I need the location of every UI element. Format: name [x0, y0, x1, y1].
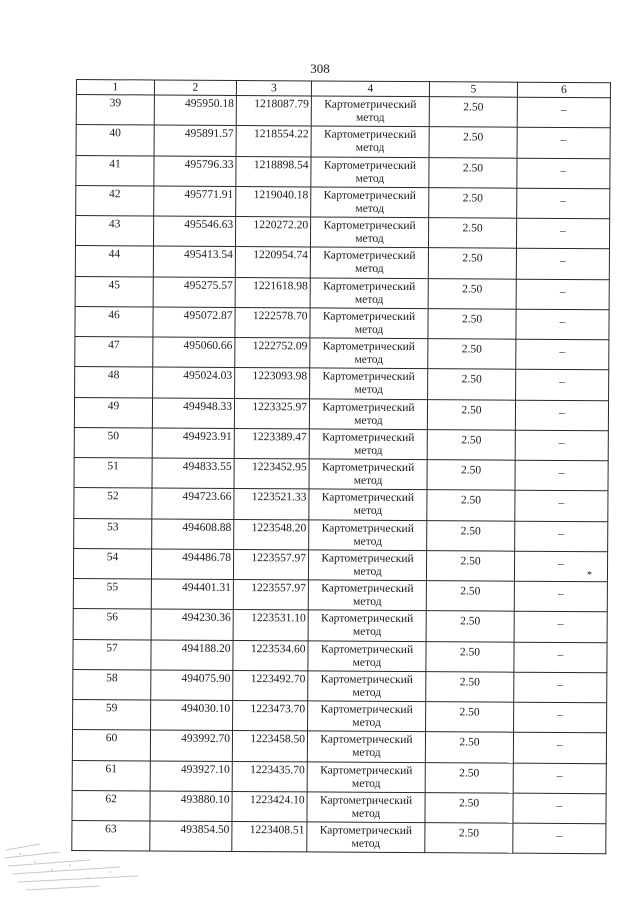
y-coordinate-cell: 1220954.74: [235, 247, 310, 278]
method-cell: [307, 731, 425, 762]
precision-cell: 2.50: [429, 127, 517, 158]
table-row: [73, 548, 607, 582]
column-header-1: 1: [76, 80, 154, 95]
description-cell: –: [516, 218, 609, 249]
table-row: [74, 397, 608, 431]
y-coordinate-cell: 1223521.33: [234, 489, 309, 520]
table-row: [75, 276, 609, 310]
method-name-line: Картометрический: [321, 552, 414, 565]
point-number-cell: 54: [73, 548, 151, 579]
method-word-line: метод: [353, 565, 382, 578]
method-name-line: Картометрический: [320, 733, 413, 747]
description-cell: –: [514, 702, 607, 733]
method-word-line: метод: [352, 716, 381, 729]
point-number-cell: 61: [72, 760, 150, 791]
table-row: [75, 336, 609, 370]
precision-cell: 2.50: [429, 157, 517, 188]
point-number-cell: 48: [75, 367, 153, 398]
method-word-line: метод: [354, 383, 383, 397]
y-coordinate-cell: 1219040.18: [236, 186, 311, 217]
precision-cell: 2.50: [427, 490, 515, 521]
x-coordinate-cell: 494923.91: [152, 428, 234, 459]
y-coordinate-cell: 1223534.60: [233, 640, 308, 671]
column-header-2: 2: [154, 80, 236, 96]
x-coordinate-cell: 494723.66: [152, 488, 234, 519]
point-number-cell: 56: [73, 609, 151, 640]
method-cell: [307, 792, 425, 823]
method-cell: [309, 519, 427, 550]
method-cell: [308, 671, 426, 702]
precision-cell: 2.50: [429, 187, 517, 218]
precision-cell: 2.50: [425, 732, 513, 763]
method-name-line: Картометрический: [322, 401, 415, 414]
method-word-line: метод: [355, 111, 385, 124]
method-word-line: метод: [355, 262, 384, 276]
x-coordinate-cell: 495024.03: [153, 367, 235, 398]
table-row: [73, 699, 607, 733]
x-coordinate-cell: 495771.91: [154, 186, 236, 217]
method-word-line: метод: [352, 746, 381, 760]
y-coordinate-cell: 1221618.98: [235, 277, 310, 308]
table-row: [75, 216, 609, 250]
point-number-cell: 49: [74, 397, 152, 428]
method-word-line: метод: [352, 656, 382, 669]
description-cell: –: [514, 642, 607, 673]
description-cell: –: [513, 732, 606, 763]
table-row: [73, 578, 607, 612]
y-coordinate-cell: 1223452.95: [234, 458, 309, 489]
description-cell: –: [516, 248, 609, 279]
precision-cell: 2.50: [427, 429, 515, 460]
description-cell: –: [513, 793, 606, 824]
table-row: [76, 185, 610, 219]
point-number-cell: 40: [76, 125, 154, 156]
table-row: [74, 457, 608, 491]
method-cell: [309, 459, 427, 490]
table-row: [74, 518, 608, 552]
x-coordinate-cell: 495950.18: [154, 95, 236, 126]
x-coordinate-cell: 494075.90: [151, 670, 233, 701]
y-coordinate-cell: 1218898.54: [236, 156, 311, 187]
method-name-line: Картометрический: [320, 643, 414, 656]
method-cell: [309, 398, 427, 429]
point-number-cell: 43: [75, 216, 153, 247]
precision-cell: 2.50: [428, 218, 516, 249]
method-word-line: метод: [351, 807, 381, 820]
precision-cell: 2.50: [426, 702, 514, 733]
description-cell: –: [514, 551, 607, 582]
x-coordinate-cell: 495060.66: [153, 337, 235, 368]
method-cell: [311, 187, 429, 218]
method-word-line: метод: [351, 777, 381, 790]
table-row: [76, 95, 610, 129]
x-coordinate-cell: 493854.50: [150, 821, 232, 852]
method-word-line: метод: [352, 625, 382, 639]
x-coordinate-cell: 494188.20: [151, 639, 233, 670]
x-coordinate-cell: 493880.10: [150, 791, 232, 822]
method-cell: [311, 126, 429, 157]
table-row: [72, 730, 606, 764]
table-row: [75, 246, 609, 280]
method-cell: [308, 610, 426, 641]
table-row: [73, 639, 607, 673]
point-number-cell: 57: [73, 639, 151, 670]
x-coordinate-cell: 494608.88: [152, 518, 234, 549]
x-coordinate-cell: 495546.63: [153, 216, 235, 247]
y-coordinate-cell: 1222578.70: [235, 307, 310, 338]
column-header-6: 6: [517, 82, 610, 98]
table-row: [72, 790, 606, 824]
method-cell: [310, 308, 428, 339]
y-coordinate-cell: 1223492.70: [233, 670, 308, 701]
method-word-line: метод: [353, 444, 383, 457]
column-header-4: 4: [311, 81, 429, 97]
method-cell: [308, 640, 426, 671]
point-number-cell: 60: [72, 730, 150, 761]
description-cell: –: [516, 279, 609, 310]
y-coordinate-cell: 1223531.10: [233, 610, 308, 641]
description-cell: –: [516, 309, 609, 340]
page-number: 308: [310, 61, 330, 76]
y-coordinate-cell: 1223389.47: [234, 428, 309, 459]
table-row: [73, 669, 607, 703]
x-coordinate-cell: 494401.31: [151, 579, 233, 610]
precision-cell: 2.50: [426, 641, 514, 672]
method-word-line: метод: [354, 353, 384, 366]
y-coordinate-cell: 1223325.97: [234, 398, 309, 429]
point-number-cell: 53: [74, 518, 152, 549]
method-word-line: метод: [352, 686, 382, 699]
y-coordinate-cell: 1223473.70: [233, 700, 308, 731]
point-number-cell: 63: [72, 820, 150, 851]
y-coordinate-cell: 1220272.20: [235, 216, 310, 247]
y-coordinate-cell: 1223548.20: [234, 519, 309, 550]
point-number-cell: 50: [74, 427, 152, 458]
method-name-line: Картометрический: [323, 189, 416, 202]
description-cell: –: [515, 430, 608, 461]
method-cell: [310, 368, 428, 399]
x-coordinate-cell: 494833.55: [152, 458, 234, 489]
description-cell: –: [515, 400, 608, 431]
table-row: [73, 609, 607, 643]
table-row: [72, 820, 606, 854]
method-name-line: Картометрический: [323, 219, 416, 233]
precision-cell: 2.50: [425, 823, 513, 854]
point-number-cell: 59: [73, 699, 151, 730]
margin-asterisk: *: [587, 570, 592, 581]
table-row: [76, 155, 610, 189]
description-cell: –: [515, 521, 608, 552]
method-word-line: метод: [353, 504, 383, 518]
description-cell: –: [517, 127, 610, 158]
y-coordinate-cell: 1223093.98: [235, 368, 310, 399]
point-number-cell: 47: [75, 336, 153, 367]
method-cell: [308, 550, 426, 581]
precision-cell: 2.50: [428, 278, 516, 309]
method-name-line: Картометрический: [321, 612, 414, 626]
precision-cell: 2.50: [428, 369, 516, 400]
method-name-line: Картометрический: [323, 249, 416, 263]
method-cell: [307, 761, 425, 792]
method-name-line: Картометрический: [323, 159, 417, 172]
method-cell: [311, 156, 429, 187]
y-coordinate-cell: 1218087.79: [236, 95, 311, 126]
method-cell: [309, 429, 427, 460]
precision-cell: 2.50: [427, 520, 515, 551]
precision-cell: 2.50: [425, 762, 513, 793]
table-row: [75, 367, 609, 401]
y-coordinate-cell: 1223458.50: [232, 731, 307, 762]
y-coordinate-cell: 1223424.10: [232, 791, 307, 822]
x-coordinate-cell: 494230.36: [151, 609, 233, 640]
description-cell: –: [517, 97, 610, 128]
method-name-line: Картометрический: [321, 461, 415, 475]
y-coordinate-cell: 1223435.70: [232, 761, 307, 792]
precision-cell: 2.50: [426, 611, 514, 642]
description-cell: –: [514, 581, 607, 612]
table-body: [72, 95, 611, 854]
method-name-line: Картометрический: [322, 310, 416, 323]
method-cell: [310, 217, 428, 248]
table-row: [72, 760, 606, 794]
precision-cell: 2.50: [425, 792, 513, 823]
method-name-line: Картометрический: [322, 431, 415, 444]
x-coordinate-cell: 495072.87: [153, 307, 235, 338]
method-word-line: метод: [353, 474, 383, 487]
method-name-line: Картометрический: [320, 764, 413, 777]
point-number-cell: 44: [75, 246, 153, 277]
coordinates-table: [71, 79, 611, 855]
point-number-cell: 52: [74, 488, 152, 519]
x-coordinate-cell: 494948.33: [152, 397, 234, 428]
y-coordinate-cell: 1218554.22: [236, 126, 311, 157]
faded-stamp-mark: [0, 840, 150, 900]
description-cell: –: [514, 672, 607, 703]
method-word-line: метод: [354, 414, 383, 427]
precision-cell: 2.50: [426, 671, 514, 702]
description-cell: –: [513, 763, 606, 794]
method-name-line: Картометрический: [319, 794, 413, 807]
method-cell: [310, 247, 428, 278]
point-number-cell: 51: [74, 457, 152, 488]
method-cell: [308, 580, 426, 611]
precision-cell: 2.50: [428, 248, 516, 279]
method-word-line: метод: [354, 293, 384, 306]
description-cell: –: [516, 369, 609, 400]
precision-cell: 2.50: [428, 308, 516, 339]
x-coordinate-cell: 493927.10: [150, 760, 232, 791]
method-word-line: метод: [355, 202, 385, 215]
point-number-cell: 45: [75, 276, 153, 307]
point-number-cell: 62: [72, 790, 150, 821]
method-name-line: Картометрический: [320, 673, 413, 686]
method-word-line: метод: [355, 141, 385, 155]
point-number-cell: 41: [76, 155, 154, 186]
y-coordinate-cell: 1223557.97: [233, 549, 308, 580]
x-coordinate-cell: 495413.54: [153, 246, 235, 277]
precision-cell: 2.50: [427, 460, 515, 491]
column-header-3: 3: [236, 80, 311, 95]
description-cell: –: [514, 611, 607, 642]
method-cell: [308, 701, 426, 732]
method-name-line: Картометрический: [319, 824, 413, 838]
method-cell: [310, 277, 428, 308]
description-cell: –: [515, 490, 608, 521]
point-number-cell: 42: [76, 185, 154, 216]
precision-cell: 2.50: [426, 581, 514, 612]
method-word-line: метод: [351, 837, 381, 850]
x-coordinate-cell: 495891.57: [154, 125, 236, 156]
x-coordinate-cell: 495796.33: [154, 155, 236, 186]
precision-cell: 2.50: [428, 339, 516, 370]
table-row: [74, 427, 608, 461]
method-name-line: Картометрический: [323, 280, 416, 293]
method-word-line: метод: [355, 172, 385, 185]
x-coordinate-cell: 494486.78: [151, 549, 233, 580]
method-word-line: метод: [355, 232, 384, 245]
method-name-line: Картометрический: [321, 491, 415, 505]
method-word-line: метод: [353, 535, 382, 548]
method-cell: [307, 822, 425, 853]
method-name-line: Картометрический: [324, 98, 417, 112]
description-cell: –: [516, 339, 609, 370]
method-name-line: Картометрический: [322, 370, 415, 384]
method-word-line: метод: [354, 323, 384, 336]
y-coordinate-cell: 1222752.09: [235, 337, 310, 368]
precision-cell: 2.50: [426, 550, 514, 581]
method-name-line: Картометрический: [323, 128, 417, 142]
method-name-line: Картометрический: [320, 703, 413, 717]
description-cell: –: [517, 158, 610, 189]
method-cell: [310, 338, 428, 369]
table-row: [74, 488, 608, 522]
point-number-cell: 39: [76, 95, 154, 126]
table-row: [76, 125, 610, 159]
x-coordinate-cell: 495275.57: [153, 276, 235, 307]
description-cell: –: [515, 460, 608, 491]
description-cell: –: [513, 823, 606, 854]
y-coordinate-cell: 1223557.97: [233, 579, 308, 610]
method-cell: [309, 489, 427, 520]
method-word-line: метод: [353, 595, 382, 608]
method-cell: [311, 96, 429, 127]
method-name-line: Картометрический: [322, 340, 416, 354]
precision-cell: 2.50: [427, 399, 515, 430]
description-cell: –: [517, 188, 610, 219]
method-name-line: Картометрический: [321, 582, 414, 596]
x-coordinate-cell: 493992.70: [150, 730, 232, 761]
point-number-cell: 46: [75, 306, 153, 337]
method-name-line: Картометрический: [321, 522, 414, 535]
y-coordinate-cell: 1223408.51: [232, 821, 307, 852]
precision-cell: 2.50: [429, 97, 517, 128]
point-number-cell: 55: [73, 578, 151, 609]
column-header-5: 5: [429, 82, 517, 98]
table-row: [75, 306, 609, 340]
point-number-cell: 58: [73, 669, 151, 700]
x-coordinate-cell: 494030.10: [151, 700, 233, 731]
